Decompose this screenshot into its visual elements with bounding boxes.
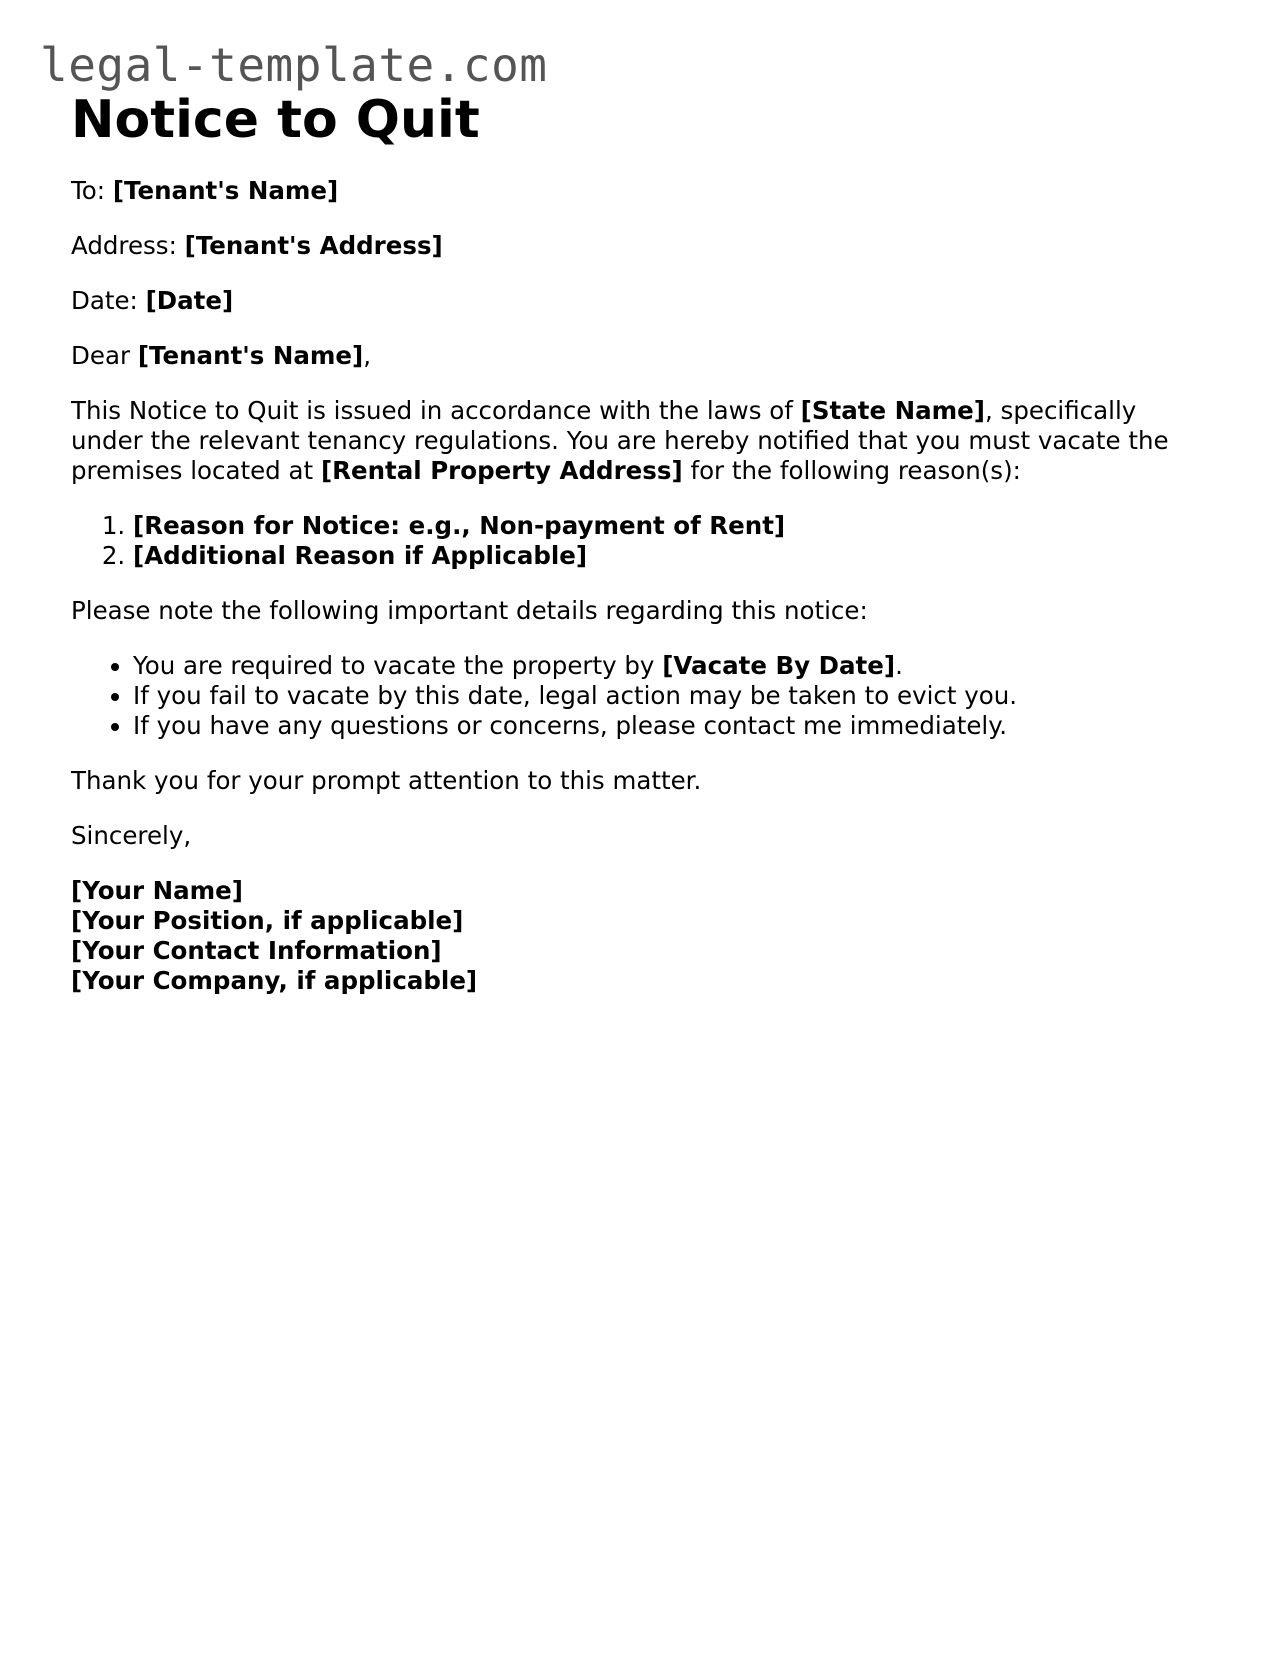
reasons-list — [71, 511, 1211, 571]
recipient-label: To: — [71, 176, 113, 205]
salutation-suffix: , — [363, 341, 372, 370]
list-item — [133, 681, 1211, 711]
reason-text: [Reason for Notice: e.g., Non-payment of Rent] — [133, 511, 786, 540]
intro-part-2: , specifically under the relevant tenancy regulations. You are hereby notified that you must vacate the premises located at — [71, 396, 1169, 485]
salutation-prefix: Dear — [71, 341, 138, 370]
thanks-line: Thank you for your prompt attention to this matter. — [71, 766, 702, 795]
detail-suffix: . — [895, 651, 903, 680]
address-line — [71, 231, 1211, 261]
date-label: Date: — [71, 286, 146, 315]
salutation — [71, 341, 1211, 371]
reason-text: [Additional Reason if Applicable] — [133, 541, 588, 570]
watermark-text: legal-template.com — [40, 38, 548, 92]
signature-company: [Your Company, if applicable] — [71, 966, 478, 995]
recipient-name: [Tenant's Name] — [112, 176, 339, 205]
signature-position: [Your Position, if applicable] — [71, 906, 464, 935]
intro-part-3: for the following reason(s): — [682, 456, 1021, 485]
address-value: [Tenant's Address] — [184, 231, 443, 260]
signature-block — [71, 876, 1211, 996]
notice-document — [71, 88, 1211, 996]
address-label: Address: — [71, 231, 185, 260]
list-item — [133, 651, 1211, 681]
detail-text: You are required to vacate the property by — [133, 651, 663, 680]
state-name: [State Name] — [800, 396, 985, 425]
intro-part-1: This Notice to Quit is issued in accordance with the laws of — [71, 396, 801, 425]
date-value: [Date] — [145, 286, 234, 315]
detail-text: If you have any questions or concerns, please contact me immediately. — [133, 711, 1007, 740]
date-line — [71, 286, 1211, 316]
details-list — [71, 651, 1211, 741]
closing-line: Sincerely, — [71, 821, 192, 850]
vacate-date: [Vacate By Date] — [662, 651, 896, 680]
page-title: Notice to Quit — [71, 90, 480, 150]
signature-name: [Your Name] — [71, 876, 243, 905]
detail-text: If you fail to vacate by this date, legal action may be taken to evict you. — [133, 681, 1018, 710]
recipient-line — [71, 176, 1211, 206]
property-address: [Rental Property Address] — [320, 456, 683, 485]
list-item — [133, 541, 1211, 571]
intro-paragraph — [71, 396, 1211, 486]
salutation-name: [Tenant's Name] — [137, 341, 364, 370]
signature-contact: [Your Contact Information] — [71, 936, 442, 965]
details-intro: Please note the following important details regarding this notice: — [71, 596, 868, 625]
list-item — [133, 511, 1211, 541]
list-item — [133, 711, 1211, 741]
